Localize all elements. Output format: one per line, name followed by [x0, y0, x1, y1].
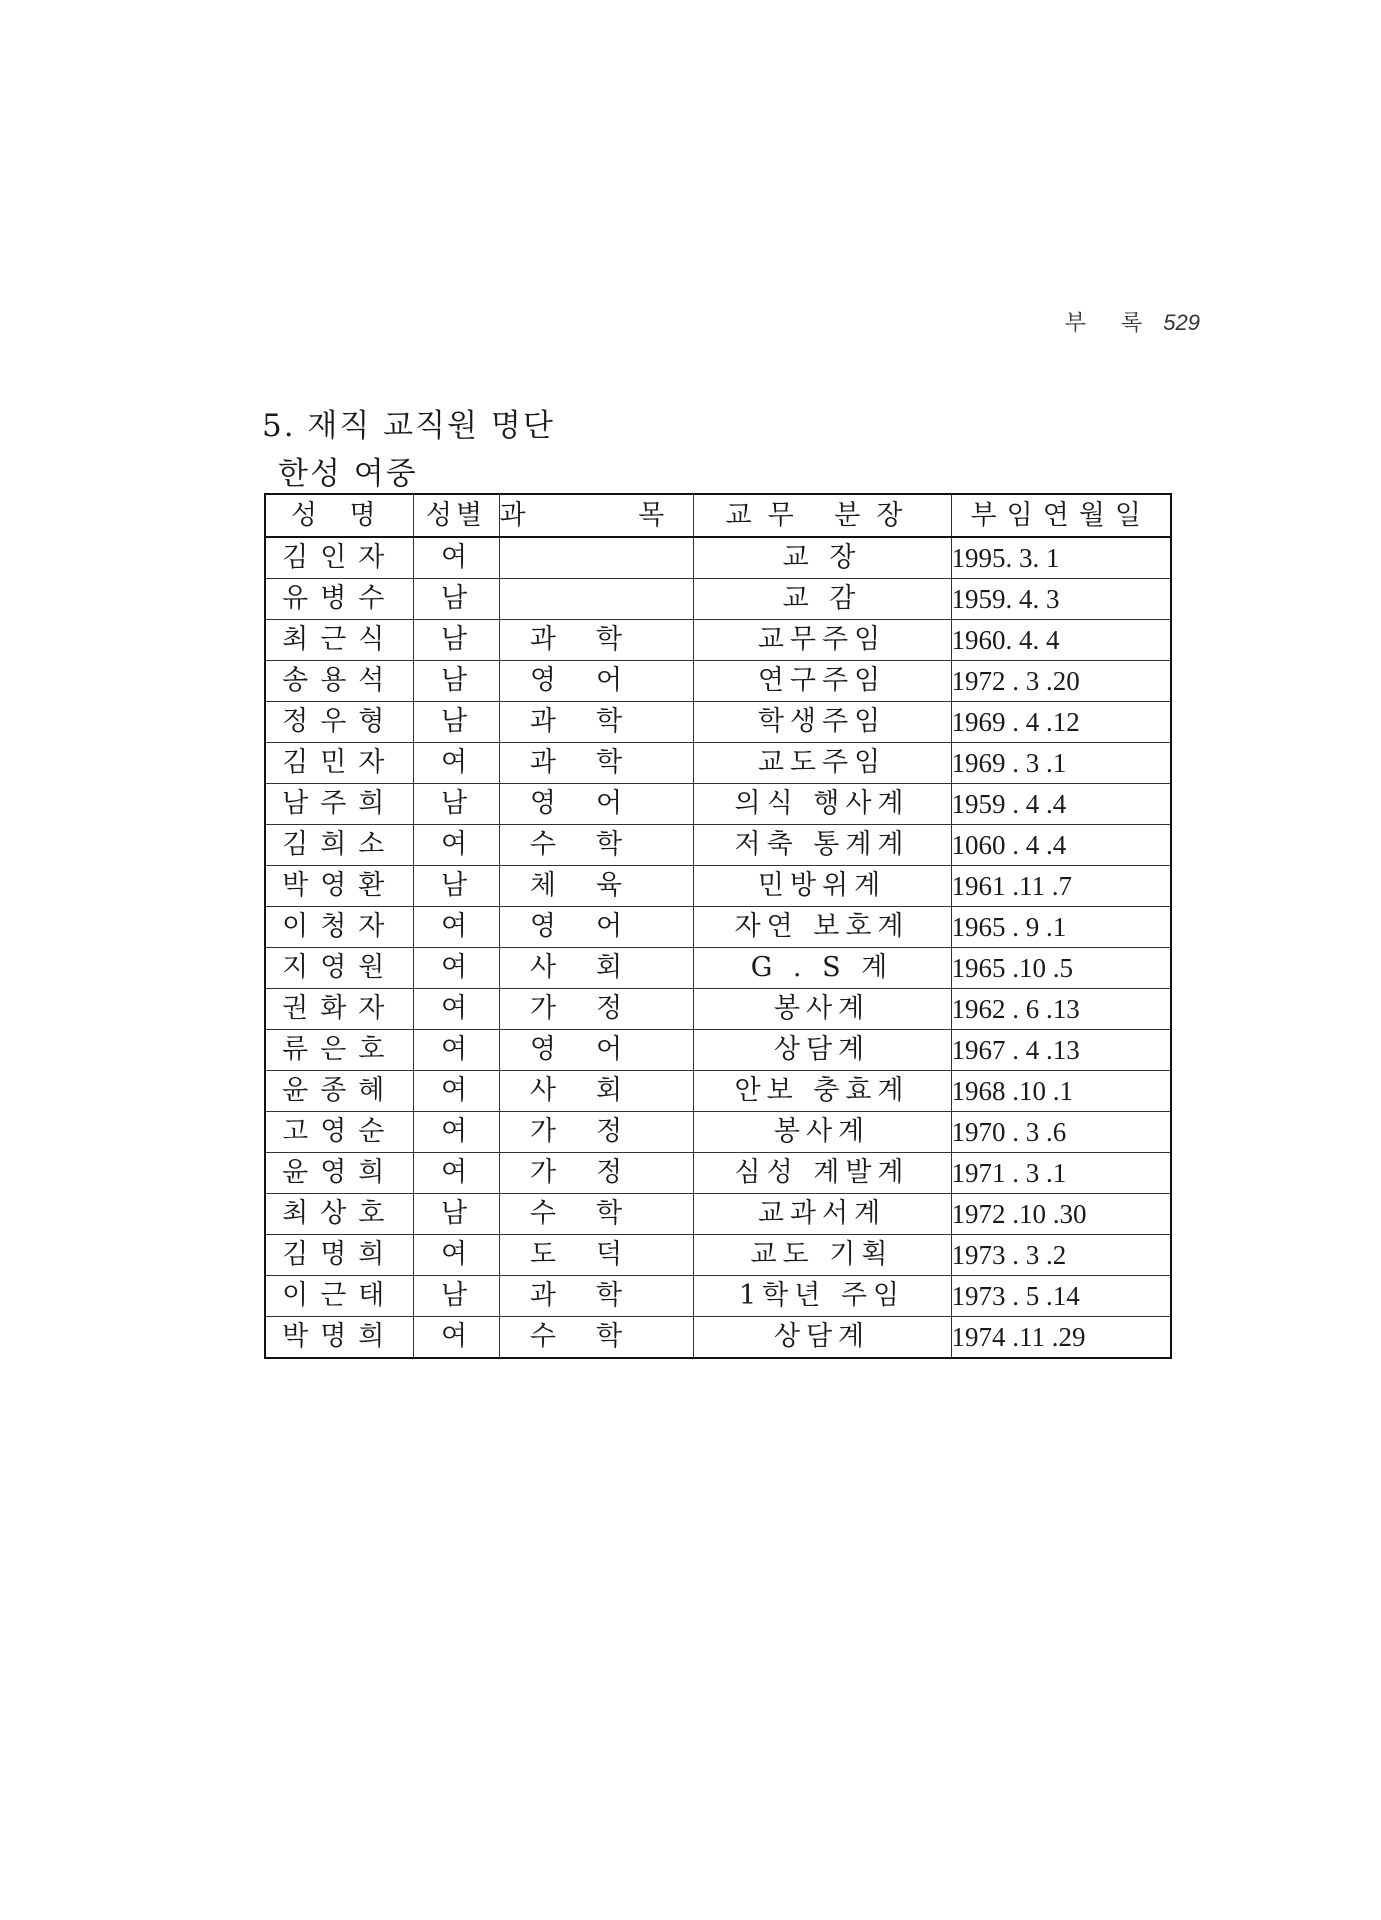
table-row [265, 537, 1171, 579]
cell-gender: 남 [413, 661, 499, 702]
cell-gender: 남 [413, 1276, 499, 1317]
cell-gender: 남 [413, 866, 499, 907]
table-row [265, 948, 1171, 989]
cell-gender: 남 [413, 1194, 499, 1235]
cell-start-date: 1969 . 4 .12 [951, 702, 1171, 743]
cell-name: 송용석 [265, 661, 413, 702]
cell-gender: 여 [413, 989, 499, 1030]
table-row [265, 1030, 1171, 1071]
cell-name: 김명희 [265, 1235, 413, 1276]
cell-subject: 영어 [499, 907, 693, 948]
cell-start-date: 1962 . 6 .13 [951, 989, 1171, 1030]
table-row [265, 1071, 1171, 1112]
cell-duty: 의식 행사계 [693, 784, 951, 825]
cell-name: 김인자 [265, 537, 413, 579]
header-gender: 성별 [413, 494, 499, 537]
cell-start-date: 1973 . 3 .2 [951, 1235, 1171, 1276]
cell-duty: 1학년 주임 [693, 1276, 951, 1317]
cell-start-date: 1971 . 3 .1 [951, 1153, 1171, 1194]
cell-gender: 여 [413, 1153, 499, 1194]
cell-name: 이근태 [265, 1276, 413, 1317]
cell-start-date: 1965 .10 .5 [951, 948, 1171, 989]
header-subject: 과 목 [499, 494, 693, 537]
table-row [265, 743, 1171, 784]
cell-name: 김희소 [265, 825, 413, 866]
cell-name: 박영환 [265, 866, 413, 907]
table-row [265, 1194, 1171, 1235]
cell-gender: 남 [413, 702, 499, 743]
table-row [265, 1235, 1171, 1276]
cell-gender: 여 [413, 1235, 499, 1276]
cell-name: 고영순 [265, 1112, 413, 1153]
table-row [265, 1153, 1171, 1194]
cell-subject: 영어 [499, 1030, 693, 1071]
cell-name: 유병수 [265, 579, 413, 620]
cell-duty: G . S 계 [693, 948, 951, 989]
cell-duty: 상담계 [693, 1317, 951, 1359]
cell-gender: 여 [413, 948, 499, 989]
cell-start-date: 1968 .10 .1 [951, 1071, 1171, 1112]
page-header [1000, 306, 1200, 337]
cell-start-date: 1995. 3. 1 [951, 537, 1171, 579]
cell-gender: 남 [413, 620, 499, 661]
header-duty: 교무 분장 [693, 494, 951, 537]
cell-subject: 수학 [499, 1317, 693, 1359]
cell-duty: 안보 충효계 [693, 1071, 951, 1112]
cell-name: 정우형 [265, 702, 413, 743]
cell-name: 권화자 [265, 989, 413, 1030]
cell-subject: 가정 [499, 1112, 693, 1153]
cell-start-date: 1961 .11 .7 [951, 866, 1171, 907]
table-row [265, 661, 1171, 702]
cell-name: 지영원 [265, 948, 413, 989]
cell-start-date: 1972 .10 .30 [951, 1194, 1171, 1235]
cell-start-date: 1973 . 5 .14 [951, 1276, 1171, 1317]
cell-gender: 남 [413, 579, 499, 620]
table-row [265, 989, 1171, 1030]
cell-subject: 가정 [499, 989, 693, 1030]
page-number: 529 [1163, 310, 1200, 335]
cell-gender: 여 [413, 907, 499, 948]
table-row [265, 1276, 1171, 1317]
cell-name: 윤영희 [265, 1153, 413, 1194]
cell-duty: 교 장 [693, 537, 951, 579]
cell-duty: 상담계 [693, 1030, 951, 1071]
cell-duty: 민방위계 [693, 866, 951, 907]
cell-start-date: 1965 . 9 .1 [951, 907, 1171, 948]
school-name: 한성 여중 [278, 456, 418, 492]
table-row [265, 620, 1171, 661]
cell-name: 남주희 [265, 784, 413, 825]
cell-subject: 과학 [499, 702, 693, 743]
cell-gender: 여 [413, 537, 499, 579]
cell-name: 최근식 [265, 620, 413, 661]
cell-duty: 교과서계 [693, 1194, 951, 1235]
cell-subject [499, 537, 693, 579]
cell-gender: 여 [413, 743, 499, 784]
table-row [265, 784, 1171, 825]
table-row [265, 1112, 1171, 1153]
cell-gender: 여 [413, 1317, 499, 1359]
staff-roster-table [264, 493, 1172, 1359]
cell-name: 박명희 [265, 1317, 413, 1359]
cell-start-date: 1960. 4. 4 [951, 620, 1171, 661]
cell-subject: 과학 [499, 620, 693, 661]
cell-name: 류은호 [265, 1030, 413, 1071]
cell-start-date: 1972 . 3 .20 [951, 661, 1171, 702]
header-start-date: 부임연월일 [951, 494, 1171, 537]
table-row [265, 1317, 1171, 1359]
cell-subject: 과학 [499, 743, 693, 784]
cell-gender: 여 [413, 825, 499, 866]
cell-name: 최상호 [265, 1194, 413, 1235]
cell-start-date: 1060 . 4 .4 [951, 825, 1171, 866]
cell-duty: 교 감 [693, 579, 951, 620]
cell-gender: 여 [413, 1030, 499, 1071]
cell-subject: 체육 [499, 866, 693, 907]
cell-duty: 봉사계 [693, 989, 951, 1030]
cell-subject: 사회 [499, 1071, 693, 1112]
table-header-row [265, 494, 1171, 537]
cell-duty: 교무주임 [693, 620, 951, 661]
cell-subject: 영어 [499, 784, 693, 825]
cell-subject: 수학 [499, 1194, 693, 1235]
cell-duty: 심성 계발계 [693, 1153, 951, 1194]
cell-subject: 수학 [499, 825, 693, 866]
cell-duty: 학생주임 [693, 702, 951, 743]
cell-start-date: 1967 . 4 .13 [951, 1030, 1171, 1071]
cell-subject [499, 579, 693, 620]
table-row [265, 866, 1171, 907]
cell-name: 윤종혜 [265, 1071, 413, 1112]
cell-duty: 자연 보호계 [693, 907, 951, 948]
cell-gender: 남 [413, 784, 499, 825]
cell-name: 김민자 [265, 743, 413, 784]
cell-gender: 여 [413, 1071, 499, 1112]
cell-start-date: 1974 .11 .29 [951, 1317, 1171, 1359]
cell-start-date: 1959 . 4 .4 [951, 784, 1171, 825]
cell-start-date: 1969 . 3 .1 [951, 743, 1171, 784]
appendix-label: 부 록 [1064, 311, 1157, 336]
header-name: 성 명 [265, 494, 413, 537]
cell-duty: 교도 기획 [693, 1235, 951, 1276]
table-row [265, 825, 1171, 866]
cell-duty: 연구주임 [693, 661, 951, 702]
cell-start-date: 1959. 4. 3 [951, 579, 1171, 620]
table-row [265, 907, 1171, 948]
cell-subject: 과학 [499, 1276, 693, 1317]
cell-subject: 영어 [499, 661, 693, 702]
table-row [265, 579, 1171, 620]
cell-duty: 저축 통계계 [693, 825, 951, 866]
cell-subject: 가정 [499, 1153, 693, 1194]
cell-duty: 교도주임 [693, 743, 951, 784]
table-row [265, 702, 1171, 743]
cell-start-date: 1970 . 3 .6 [951, 1112, 1171, 1153]
cell-subject: 도덕 [499, 1235, 693, 1276]
section-title: 5. 재직 교직원 명단 [262, 408, 555, 444]
cell-gender: 여 [413, 1112, 499, 1153]
cell-subject: 사회 [499, 948, 693, 989]
cell-duty: 봉사계 [693, 1112, 951, 1153]
cell-name: 이청자 [265, 907, 413, 948]
